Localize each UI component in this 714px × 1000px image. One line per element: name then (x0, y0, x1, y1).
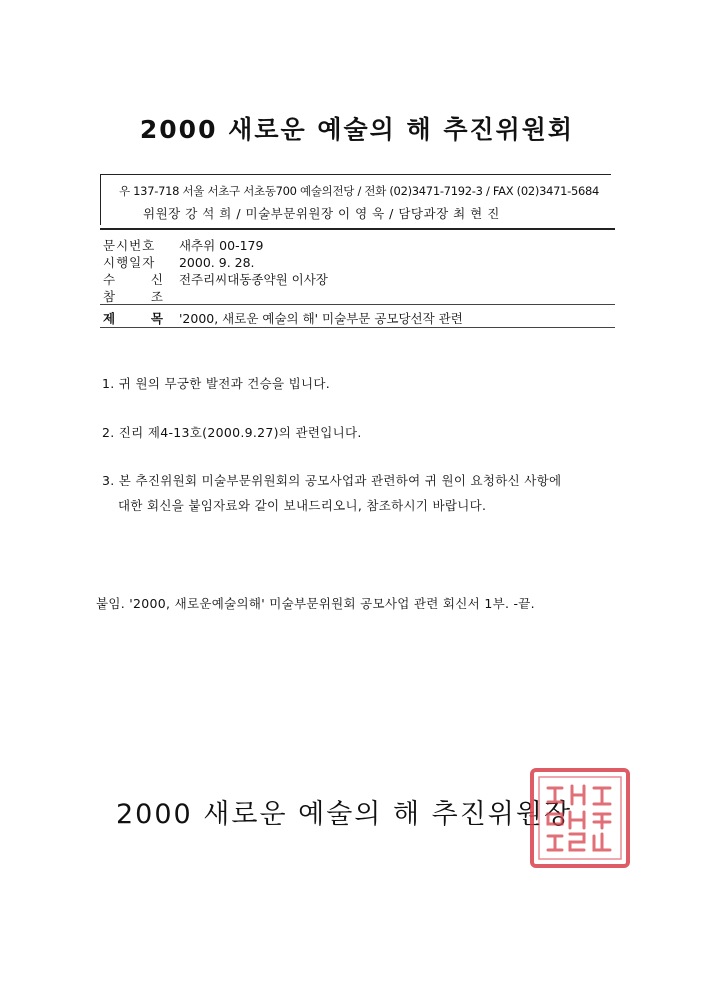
document-title: 2000 새로운 예술의 해 추진위원회 (139, 115, 575, 144)
header-divider (100, 228, 615, 230)
doc-number-value: 새추위 00-179 (178, 238, 264, 253)
letterhead-info-box (100, 174, 611, 225)
paragraph-3-line-2: 대한 회신을 붙임자료와 같이 보내드리오니, 참조하시기 바랍니다. (118, 498, 487, 513)
paragraph-3-line-1: 3. 본 추진위원회 미술부문위원회의 공모사업과 관련하여 귀 원이 요청하신 사항에 (102, 473, 562, 488)
officials-line: 위원장 강 석 희 / 미술부문위원장 이 영 욱 / 담당과장 최 현 진 (143, 206, 500, 221)
reference-row (103, 287, 179, 305)
address-contact-line: 우 137-718 서울 서초구 서초동700 예술의전당 / 전화 (02)3471-7192-3 / FAX (02)3471-5684 (119, 184, 600, 198)
doc-number-label: 문시번호 (103, 238, 156, 253)
subject-label: 제 목 (103, 311, 163, 326)
seal-graphic (530, 768, 630, 868)
recipient-label: 수 신 (103, 272, 163, 287)
paragraph-1: 1. 귀 원의 무궁한 발전과 건승을 빕니다. (102, 376, 331, 391)
official-seal-stamp (530, 768, 630, 868)
attachment-line: 붙임. '2000, 새로운예술의해' 미술부문위원회 공모사업 관련 회신서 1부. -끝. (96, 596, 535, 611)
subject-value: '2000, 새로운 예술의 해' 미술부문 공모당선작 관련 (178, 311, 463, 326)
recipient-value: 전주리씨대동종약원 이사장 (178, 272, 328, 287)
subject-row (103, 309, 463, 327)
signature-line: 2000 새로운 예술의 해 추진위원장 (116, 799, 573, 830)
subject-bottom-divider (100, 327, 615, 328)
reference-label: 참 조 (103, 289, 163, 304)
recipient-row (103, 270, 328, 288)
subject-top-divider (100, 304, 615, 305)
doc-number-row (103, 236, 263, 254)
date-row (103, 253, 255, 271)
paragraph-2: 2. 진리 제4-13호(2000.9.27)의 관련입니다. (102, 425, 362, 440)
date-label: 시행일자 (103, 255, 156, 270)
date-value: 2000. 9. 28. (178, 255, 255, 270)
